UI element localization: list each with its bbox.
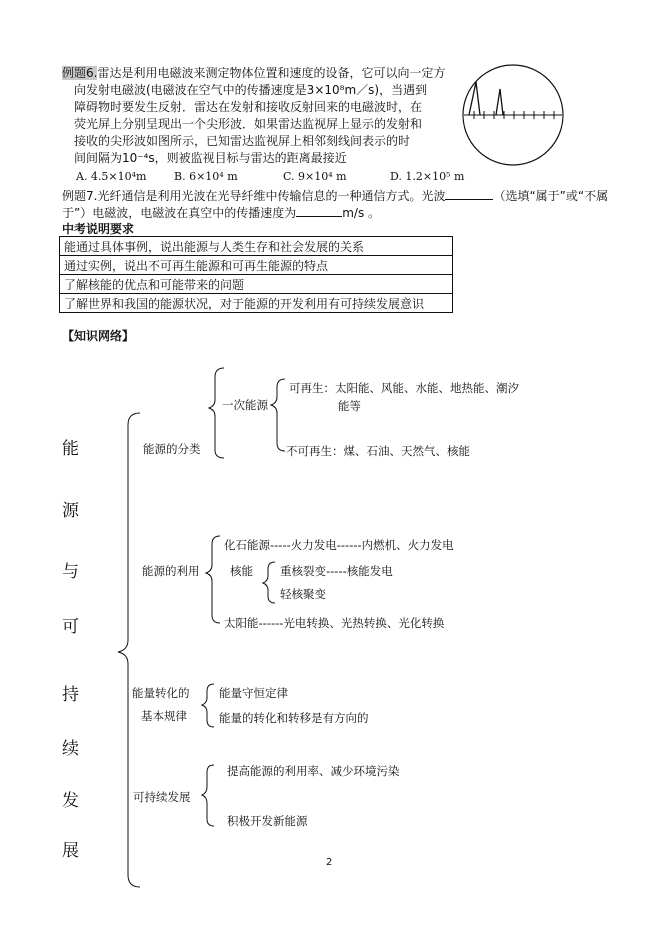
title-char: 与 — [62, 562, 79, 582]
requirement-row: 能通过具体事例，说出能源与人类生存和社会发展的关系 — [60, 237, 453, 256]
q6-line2: 向发射电磁波(电磁波在空气中的传播速度是3×10⁸m／s)，当遇到 — [74, 83, 428, 97]
requirements-heading: 中考说明要求 — [62, 222, 135, 236]
requirement-row: 了解世界和我国的能源状况，对于能源的开发利用有可持续发展意识 — [60, 294, 453, 313]
q6-line6: 间间隔为10⁻⁴s，则被监视目标与雷达的距离最接近 — [74, 151, 347, 165]
requirement-row: 了解核能的优点和可能带来的问题 — [60, 275, 453, 294]
fusion-line: 轻核聚变 — [280, 587, 326, 601]
title-char: 持 — [62, 685, 79, 705]
q6-label: 例题6. — [62, 66, 98, 80]
rules-item-2: 能量的转化和转移是有方向的 — [219, 711, 369, 725]
rules-item-1: 能量守恒定律 — [219, 686, 288, 700]
sustain-item-2: 积极开发新能源 — [227, 814, 308, 828]
fission-line: 重核裂变-----核能发电 — [280, 564, 393, 578]
rules-label-1: 能量转化的 — [132, 686, 190, 700]
title-char: 续 — [62, 739, 79, 759]
title-char: 发 — [62, 791, 79, 811]
solar-energy-line: 太阳能------光电转换、光热转换、光化转换 — [224, 616, 445, 630]
nonrenewable-line: 不可再生：煤、石油、天然气、核能 — [286, 444, 470, 458]
requirement-row: 通过实例，说出不可再生能源和可再生能源的特点 — [60, 256, 453, 275]
q6-line5: 接收的尖形波如图所示，已知雷达监视屏上相邻刻线间表示的时 — [74, 134, 411, 148]
renewable-line-2: 能等 — [338, 399, 361, 413]
q7-line2: 于”）电磁波，电磁波在真空中的传播速度为 m/s 。 — [62, 206, 381, 220]
q6-line4: 荧光屏上分别呈现出一个尖形波．如果雷达监视屏上显示的发射和 — [74, 117, 423, 131]
nuclear-energy-label: 核能 — [230, 564, 253, 578]
q6-line3: 障碍物时要发生反射．雷达在发射和接收反射回来的电磁波时，在 — [74, 100, 423, 114]
q6-option-a: A. 4.5×10⁴m — [76, 170, 147, 183]
title-char: 能 — [62, 439, 79, 459]
primary-energy-label: 一次能源 — [222, 398, 268, 412]
usage-label: 能源的利用 — [142, 564, 200, 578]
sustain-item-1: 提高能源的利用率、减少环境污染 — [227, 764, 400, 778]
fossil-energy-line: 化石能源-----火力发电------内燃机、火力发电 — [224, 538, 454, 552]
title-char: 源 — [62, 501, 79, 521]
classify-label: 能源的分类 — [143, 442, 201, 456]
network-heading: 【知识网络】 — [62, 329, 135, 343]
renewable-line-1: 可再生：太阳能、风能、水能、地热能、潮汐 — [289, 381, 519, 395]
q6-option-c: C. 9×10⁴ m — [283, 170, 347, 183]
q6-line1: 例题6.雷达是利用电磁波来测定物体位置和速度的设备，它可以向一定方 — [62, 66, 446, 80]
rules-label-2: 基本规律 — [141, 709, 187, 723]
q7-line1: 例题7.光纤通信是利用光波在光导纤维中传输信息的一种通信方式。光波 （选填“属于”或“不属 — [62, 189, 609, 203]
page-number: 2 — [326, 857, 333, 868]
sustain-label: 可持续发展 — [133, 790, 191, 804]
title-char: 展 — [62, 841, 79, 861]
q6-option-b: B. 6×10⁴ m — [174, 170, 238, 183]
title-char: 可 — [62, 617, 79, 637]
q6-option-d: D. 1.2×10⁵ m — [390, 170, 465, 183]
